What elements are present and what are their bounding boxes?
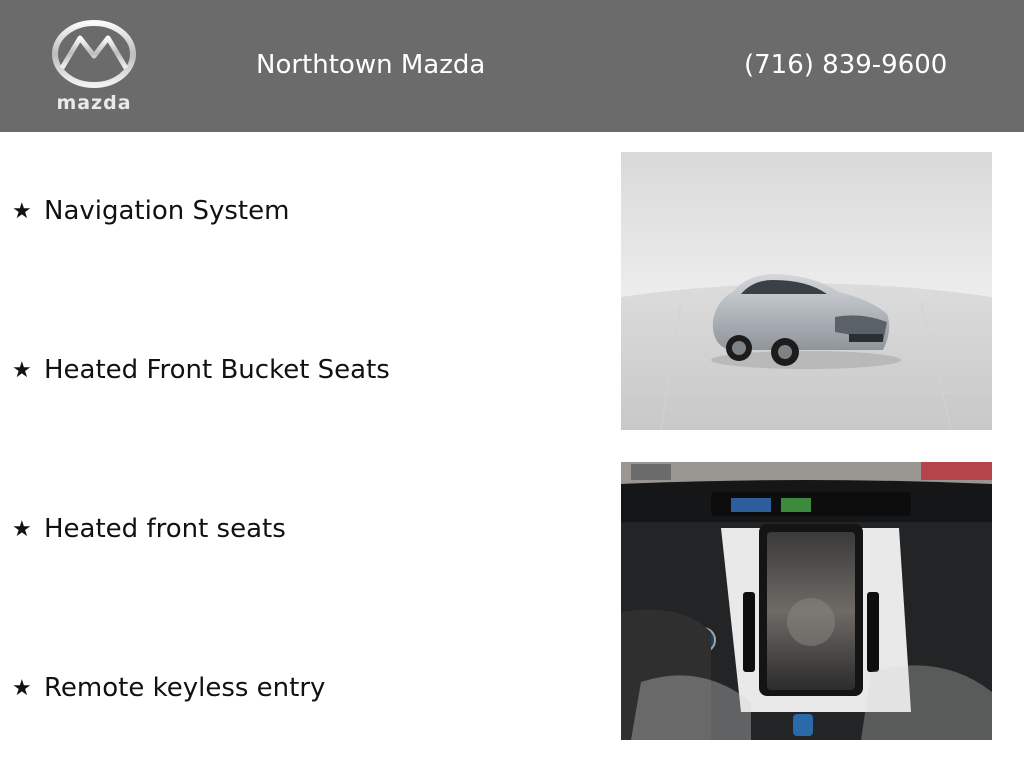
vehicle-interior-photo[interactable] [621,462,992,740]
dealer-name: Northtown Mazda [256,50,486,80]
feature-item [12,673,325,703]
feature-item [12,355,390,385]
star-icon: ★ [12,516,32,542]
star-icon: ★ [12,198,32,224]
vehicle-exterior-photo[interactable] [621,152,992,430]
mazda-emblem-icon [40,16,148,92]
feature-label: Heated front seats [44,514,286,544]
feature-item [12,196,289,226]
dealer-phone[interactable]: (716) 839-9600 [744,50,948,80]
mazda-logo [40,16,148,116]
feature-label: Heated Front Bucket Seats [44,355,390,385]
logo-wordmark: mazda [56,92,132,114]
star-icon: ★ [12,675,32,701]
header-bar [0,0,1024,132]
star-icon: ★ [12,357,32,383]
feature-label: Navigation System [44,196,290,226]
feature-label: Remote keyless entry [44,673,326,703]
feature-item [12,514,286,544]
